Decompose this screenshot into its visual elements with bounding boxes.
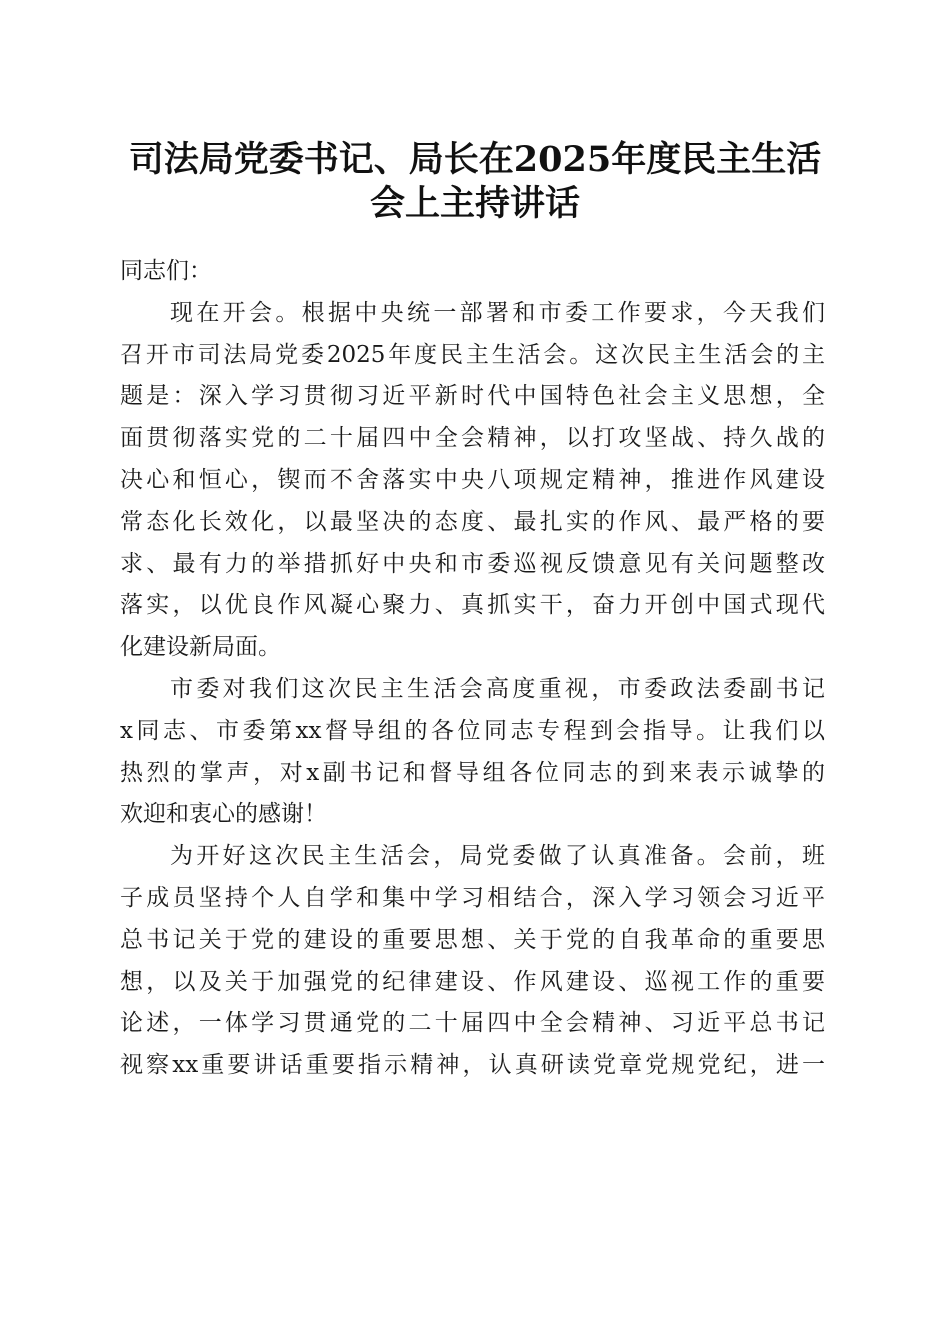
paragraph-line: 决心和恒心，锲而不舍落实中央八项规定精神，推进作风建设 — [120, 466, 825, 493]
paragraph-line: x同志、市委第xx督导组的各位同志专程到会指导。让我们以 — [120, 717, 825, 744]
paragraph-line: 面贯彻落实党的二十届四中全会精神，以打攻坚战、持久战的 — [120, 425, 825, 452]
title-line-2: 会上主持讲话 — [369, 183, 580, 224]
title-line-1: 司法局党委书记、局长在2025年度民主生活 — [128, 139, 822, 180]
paragraph-line: 常态化长效化，以最坚决的态度、最扎实的作风、最严格的要 — [120, 508, 825, 535]
document-body — [120, 251, 825, 1087]
paragraph-line: 想，以及关于加强党的纪律建设、作风建设、巡视工作的重要 — [120, 968, 825, 995]
paragraph-line: 为开好这次民主生活会，局党委做了认真准备。会前，班 — [170, 843, 825, 870]
paragraph-line: 化建设新局面。 — [120, 634, 281, 661]
paragraph-line: 求、最有力的举措抓好中央和市委巡视反馈意见有关问题整改 — [120, 550, 825, 577]
paragraph-line: 落实，以优良作风凝心聚力、真抓实干，奋力开创中国式现代 — [120, 592, 825, 619]
paragraph-line: 召开市司法局党委2025年度民主生活会。这次民主生活会的主 — [120, 341, 825, 368]
paragraph-line: 欢迎和衷心的感谢！ — [120, 801, 327, 828]
paragraph-3 — [120, 836, 825, 1087]
paragraph-line: 现在开会。根据中央统一部署和市委工作要求，今天我们 — [170, 299, 825, 326]
paragraph-line: 子成员坚持个人自学和集中学习相结合，深入学习领会习近平 — [120, 884, 825, 911]
paragraph-line: 总书记关于党的建设的重要思想、关于党的自我革命的重要思 — [120, 926, 825, 953]
paragraph-line: 视察xx重要讲话重要指示精神，认真研读党章党规党纪，进一 — [120, 1052, 825, 1079]
paragraph-1 — [120, 293, 825, 669]
salutation: 同志们： — [120, 258, 212, 284]
paragraph-line: 论述，一体学习贯通党的二十届四中全会精神、习近平总书记 — [120, 1010, 825, 1037]
paragraph-line: 热烈的掌声，对x副书记和督导组各位同志的到来表示诚挚的 — [120, 759, 825, 786]
document-title — [100, 138, 850, 226]
paragraph-line: 市委对我们这次民主生活会高度重视，市委政法委副书记 — [170, 675, 825, 702]
paragraph-line: 题是：深入学习贯彻习近平新时代中国特色社会主义思想，全 — [120, 383, 825, 410]
paragraph-2 — [120, 669, 825, 836]
